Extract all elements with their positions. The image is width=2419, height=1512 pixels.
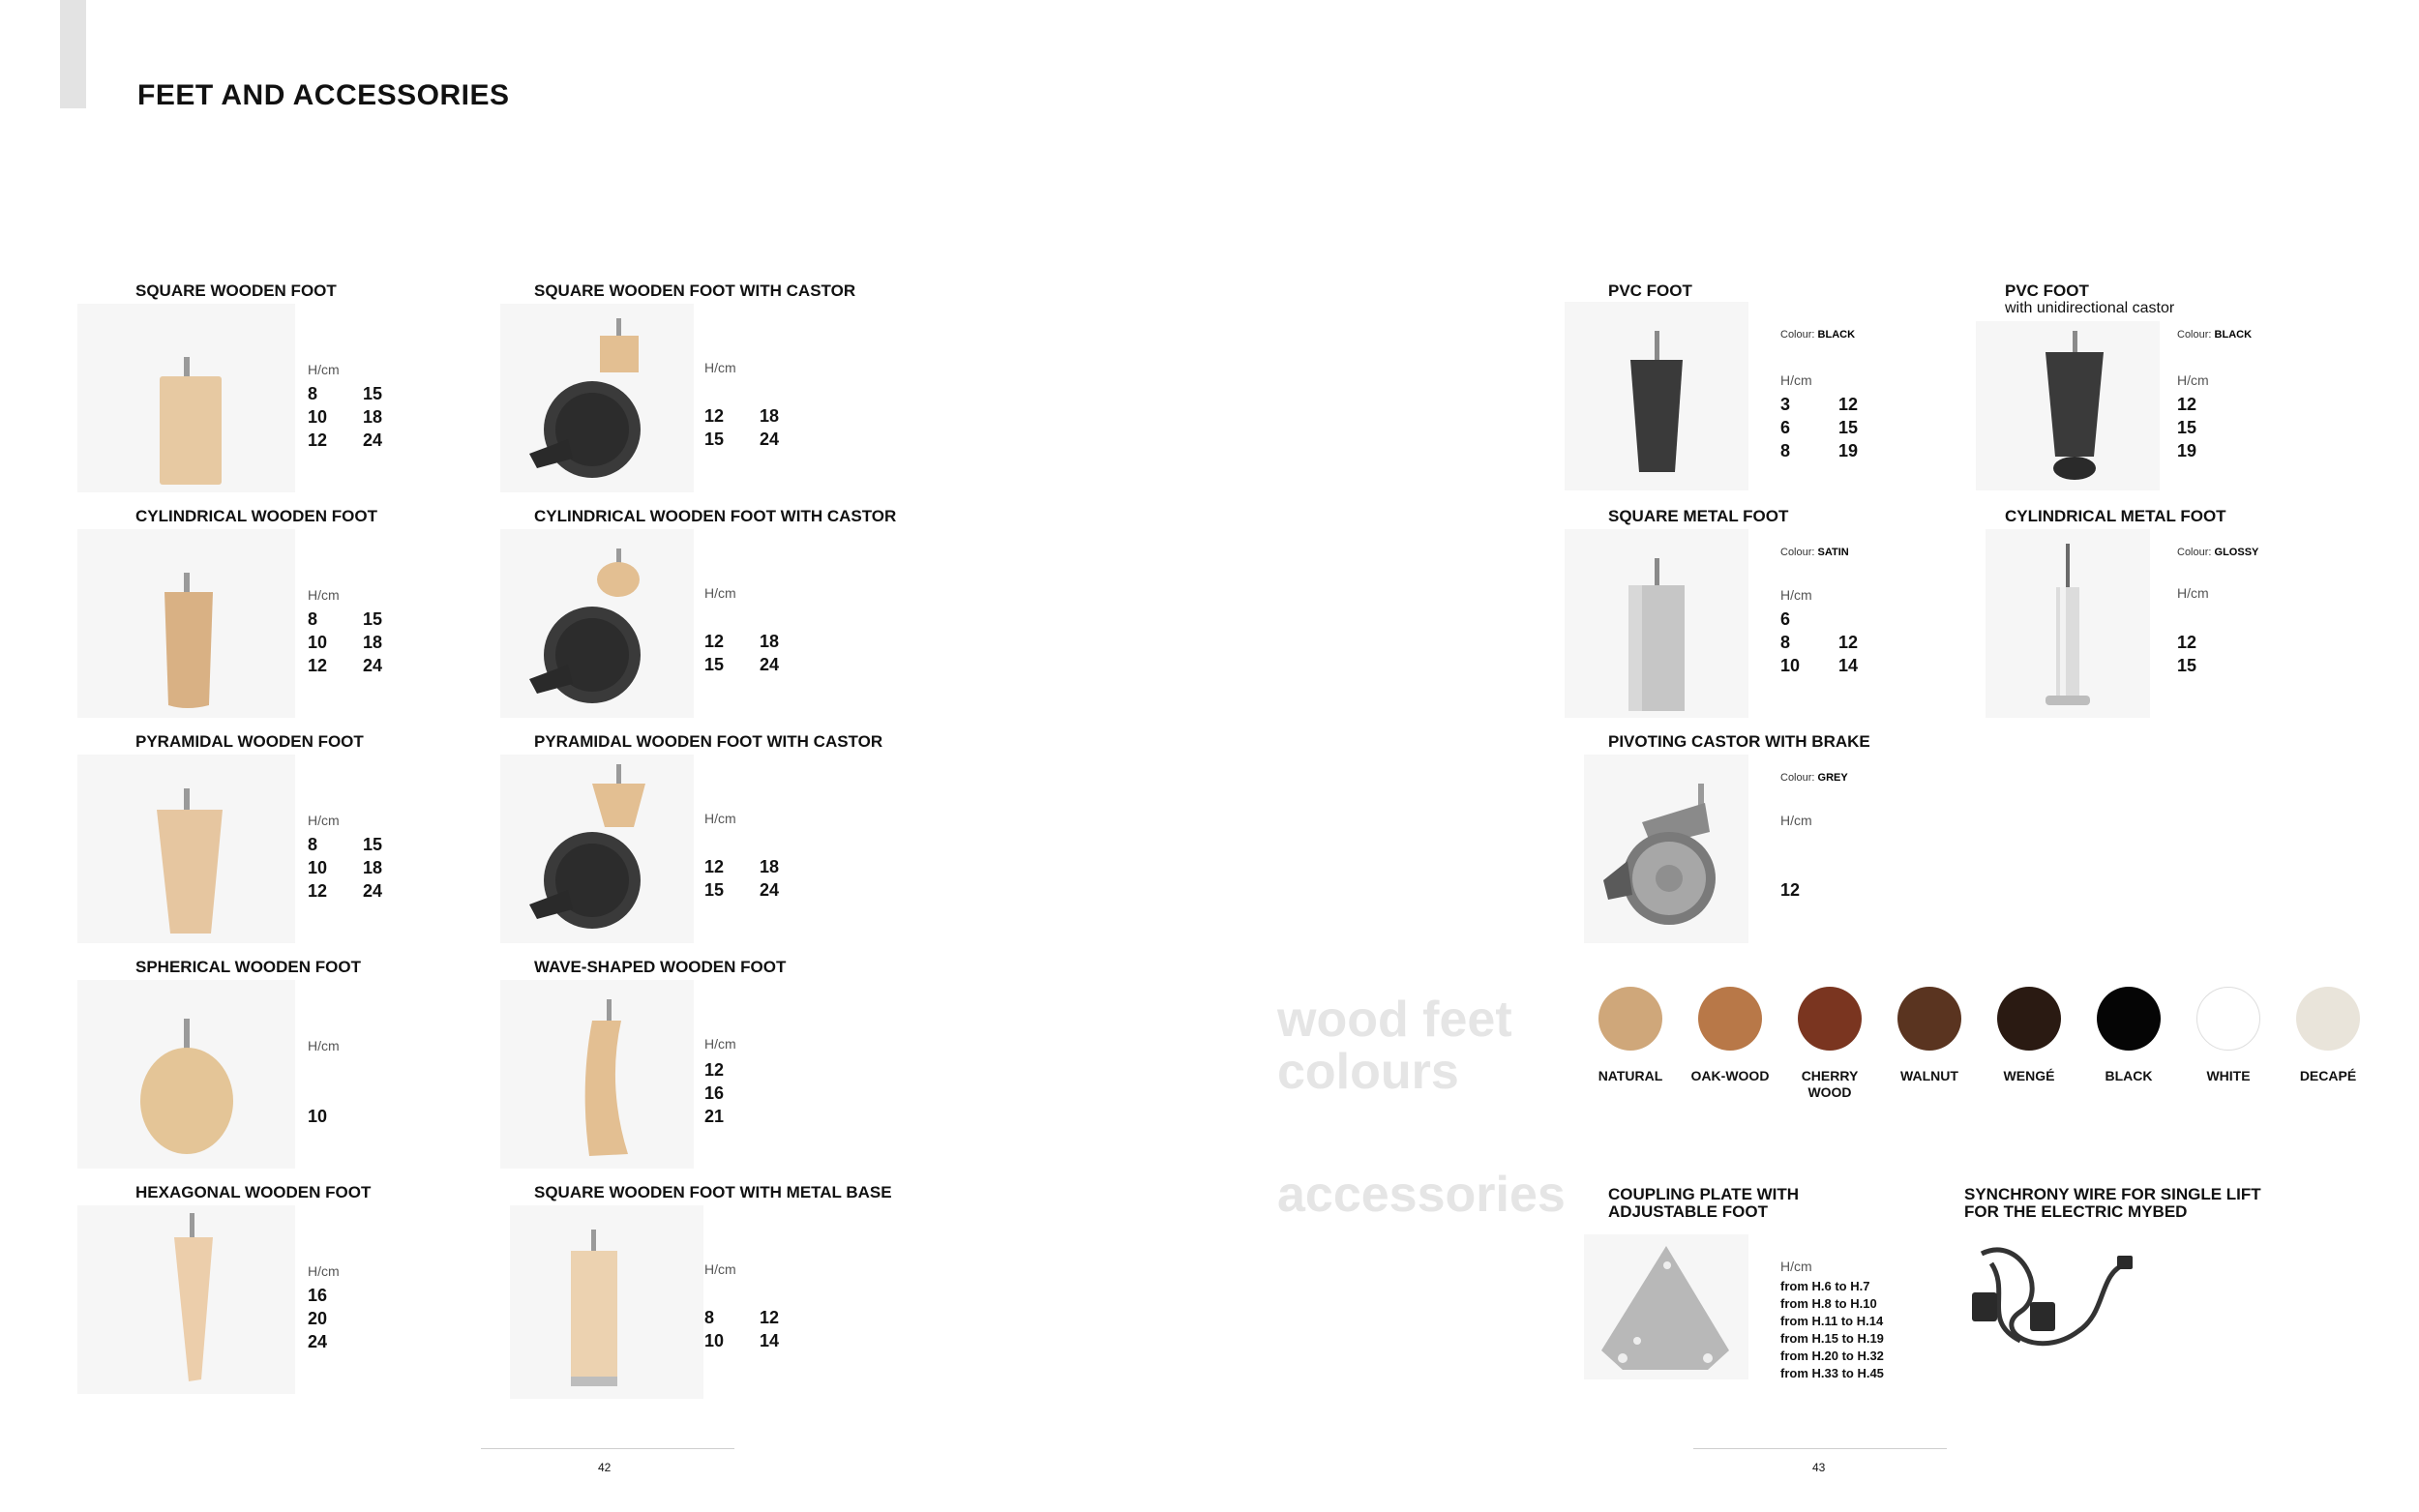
height-value: 15 <box>704 655 725 674</box>
product-title-text: PVC FOOT <box>2005 282 2089 300</box>
height-value: 12 <box>704 632 725 651</box>
page-title: FEET AND ACCESSORIES <box>137 79 510 111</box>
swatch-item <box>1876 987 1983 1084</box>
page-number-right: 43 <box>1812 1461 1826 1474</box>
height-value: 18 <box>760 857 780 876</box>
heights-col-a <box>1780 878 1819 902</box>
heights-col-b <box>760 855 798 902</box>
swatch-wenge <box>1997 987 2061 1051</box>
heading-line: wood feet <box>1277 992 1512 1048</box>
heights-col-b <box>363 608 402 677</box>
cylindrical-wooden-foot-image <box>77 529 295 718</box>
synchrony-wire-image <box>1962 1234 2136 1370</box>
height-value: 12 <box>1838 395 1859 414</box>
product-photo <box>500 529 694 718</box>
heights-col-a <box>2177 393 2216 462</box>
heights-col-a <box>2177 631 2216 677</box>
height-value: 16 <box>308 1286 328 1305</box>
heights-col-b <box>760 404 798 451</box>
colour-label: Colour: <box>1780 329 1815 341</box>
height-value: 8 <box>1780 441 1791 460</box>
height-value: 10 <box>308 407 328 427</box>
heights-col-a <box>704 630 743 676</box>
height-value: 8 <box>308 835 318 854</box>
swatch-oak-wood <box>1698 987 1762 1051</box>
height-value: 18 <box>363 633 383 652</box>
height-value: 8 <box>308 384 318 403</box>
height-value: 19 <box>1838 441 1859 460</box>
accessory-synchrony-wire <box>1964 1186 2371 1408</box>
title-line: COUPLING PLATE WITH <box>1608 1185 1800 1203</box>
spherical-wooden-foot-image <box>77 980 295 1169</box>
title-line: ADJUSTABLE FOOT <box>1608 1202 1768 1221</box>
product-title: PYRAMIDAL WOODEN FOOT WITH CASTOR <box>534 732 883 751</box>
pvc-foot-image <box>1565 302 1748 490</box>
heights-col-b <box>1838 393 1877 462</box>
height-value: 12 <box>704 857 725 876</box>
swatch-walnut <box>1897 987 1961 1051</box>
swatch-cherry-wood <box>1798 987 1862 1051</box>
height-value: 15 <box>2177 656 2197 675</box>
height-label: H/cm <box>704 811 736 826</box>
height-value: 14 <box>760 1331 780 1350</box>
height-value: 15 <box>2177 418 2197 437</box>
height-label: H/cm <box>1780 587 1812 603</box>
heights-col-a <box>308 833 346 903</box>
product-title: CYLINDRICAL METAL FOOT <box>2005 507 2226 525</box>
height-value: 10 <box>308 1107 328 1126</box>
heights-col-a <box>704 404 743 451</box>
title-line: FOR THE ELECTRIC MYBED <box>1964 1202 2188 1221</box>
height-label: H/cm <box>2177 585 2209 601</box>
heights-col-b <box>363 382 402 452</box>
height-value: 24 <box>760 430 780 449</box>
colour-value: GLOSSY <box>2214 547 2259 558</box>
wood-colours-heading <box>1277 993 1512 1098</box>
height-value: 8 <box>1780 633 1791 652</box>
accessories-heading: accessories <box>1277 1167 1566 1223</box>
height-value: 12 <box>2177 633 2197 652</box>
footer-rule-right <box>1693 1448 1947 1449</box>
height-value: 19 <box>2177 441 2197 460</box>
height-label: H/cm <box>1780 813 1812 828</box>
swatch-label: WHITE <box>2206 1068 2251 1083</box>
product-title: SQUARE WOODEN FOOT WITH METAL BASE <box>534 1183 892 1201</box>
left-product-column-1 <box>135 282 503 1424</box>
product-pvc-foot-castor <box>2005 282 2392 495</box>
product-title: WAVE-SHAPED WOODEN FOOT <box>534 958 787 976</box>
product-square-metal-foot <box>1608 508 1995 721</box>
square-metal-foot-image <box>1565 529 1748 718</box>
cylindrical-metal-foot-image <box>1986 529 2150 718</box>
heights-col-b <box>760 1306 798 1352</box>
height-label: H/cm <box>2177 372 2209 388</box>
product-title <box>2005 282 2174 317</box>
title-line: SYNCHRONY WIRE FOR SINGLE LIFT <box>1964 1185 2261 1203</box>
product-title: CYLINDRICAL WOODEN FOOT <box>135 507 377 525</box>
product-photo <box>1565 302 1748 490</box>
colour-label: Colour: <box>2177 329 2212 341</box>
pyramidal-wooden-foot-image <box>77 755 295 943</box>
height-value: 15 <box>363 609 383 629</box>
product-photo <box>1584 755 1748 943</box>
colour-value: GREY <box>1817 772 1848 784</box>
height-value: 14 <box>1838 656 1859 675</box>
cylindrical-foot-with-castor-image <box>500 529 694 718</box>
product-subtitle: with unidirectional castor <box>2005 300 2175 316</box>
colour-note <box>2177 329 2252 341</box>
height-range: from H.8 to H.10 <box>1780 1296 1877 1311</box>
product-title: PIVOTING CASTOR WITH BRAKE <box>1608 732 1870 751</box>
height-value: 12 <box>308 881 328 901</box>
height-value: 18 <box>760 632 780 651</box>
product-photo <box>1565 529 1748 718</box>
product-photo <box>1976 321 2160 490</box>
product-title: PYRAMIDAL WOODEN FOOT <box>135 732 364 751</box>
square-foot-with-castor-image <box>500 304 694 492</box>
height-label: H/cm <box>704 1036 736 1052</box>
product-photo <box>77 304 295 492</box>
swatch-item <box>1976 987 2082 1084</box>
product-photo <box>1584 1234 1748 1379</box>
product-photo <box>500 304 694 492</box>
wave-shaped-wooden-foot-image <box>500 980 694 1169</box>
accessory-coupling-plate <box>1608 1186 1995 1408</box>
product-title <box>1964 1186 2261 1221</box>
product-title: PVC FOOT <box>1608 282 1692 300</box>
height-label: H/cm <box>704 585 736 601</box>
swatch-item <box>2175 987 2282 1084</box>
square-wooden-foot-image <box>77 304 295 492</box>
swatch-label: WENGÉ <box>2003 1068 2055 1083</box>
height-label: H/cm <box>1780 372 1812 388</box>
swatch-item <box>1677 987 1783 1084</box>
height-value: 6 <box>1780 418 1791 437</box>
heights-col-b <box>1838 631 1877 677</box>
footer-rule-left <box>481 1448 734 1449</box>
height-range-list <box>1780 1278 1974 1382</box>
heights-col-b <box>363 833 402 903</box>
colour-note <box>1780 329 1855 341</box>
height-value: 24 <box>308 1332 328 1351</box>
colour-note <box>1780 547 1849 558</box>
height-value: 10 <box>704 1331 725 1350</box>
product-title: SQUARE WOODEN FOOT WITH CASTOR <box>534 282 856 300</box>
pivoting-castor-image <box>1584 755 1748 943</box>
height-label: H/cm <box>308 1038 340 1053</box>
height-value: 16 <box>704 1083 725 1103</box>
swatch-natural <box>1598 987 1662 1051</box>
height-range: from H.6 to H.7 <box>1780 1279 1870 1293</box>
height-label: H/cm <box>308 362 340 377</box>
heights-col-a <box>1780 608 1819 677</box>
product-title <box>1608 1186 1799 1221</box>
height-label: H/cm <box>308 813 340 828</box>
colour-value: BLACK <box>2214 329 2253 341</box>
product-photo <box>500 980 694 1169</box>
heights-col-a <box>308 1284 346 1353</box>
product-photo <box>77 980 295 1169</box>
height-value: 12 <box>2177 395 2197 414</box>
colour-label: Colour: <box>1780 547 1815 558</box>
product-cylindrical-metal-foot <box>2005 508 2392 721</box>
left-product-column-2 <box>534 282 941 1424</box>
height-label: H/cm <box>308 587 340 603</box>
height-value: 21 <box>704 1107 725 1126</box>
product-photo <box>510 1205 703 1399</box>
height-value: 24 <box>363 656 383 675</box>
swatch-label: CHERRY WOOD <box>1801 1068 1859 1100</box>
heading-line: colours <box>1277 1044 1459 1100</box>
height-value: 15 <box>704 880 725 900</box>
product-photo <box>500 755 694 943</box>
pvc-foot-castor-image <box>1976 321 2160 490</box>
product-title: CYLINDRICAL WOODEN FOOT WITH CASTOR <box>534 507 897 525</box>
height-value: 15 <box>363 384 383 403</box>
wood-swatch-row <box>1577 987 2380 1112</box>
height-value: 12 <box>760 1308 780 1327</box>
product-title: HEXAGONAL WOODEN FOOT <box>135 1183 372 1201</box>
swatch-item <box>2275 987 2381 1084</box>
height-value: 15 <box>1838 418 1859 437</box>
height-value: 12 <box>308 656 328 675</box>
heights-col-a <box>704 855 743 902</box>
pyramidal-foot-with-castor-image <box>500 755 694 943</box>
height-label: H/cm <box>704 360 736 375</box>
colour-note <box>1780 772 1848 784</box>
height-label: H/cm <box>704 1261 736 1277</box>
height-value: 12 <box>1780 880 1801 900</box>
height-value: 20 <box>308 1309 328 1328</box>
colour-note <box>2177 547 2258 558</box>
colour-value: BLACK <box>1817 329 1856 341</box>
height-value: 18 <box>363 858 383 877</box>
colour-label: Colour: <box>1780 772 1815 784</box>
height-value: 24 <box>760 880 780 900</box>
colour-label: Colour: <box>2177 547 2212 558</box>
heights-col-a <box>308 382 346 452</box>
swatch-white <box>2196 987 2260 1051</box>
swatch-black <box>2097 987 2161 1051</box>
heights-col-b <box>760 630 798 676</box>
product-photo <box>77 755 295 943</box>
heights-col-a <box>308 1105 346 1128</box>
height-value: 12 <box>704 1060 725 1080</box>
swatch-item <box>2076 987 2182 1084</box>
heights-col-a <box>308 608 346 677</box>
height-value: 15 <box>704 430 725 449</box>
hexagonal-wooden-foot-image <box>77 1205 295 1394</box>
height-value: 12 <box>308 430 328 450</box>
product-photo <box>77 529 295 718</box>
height-value: 12 <box>1838 633 1859 652</box>
swatch-label: BLACK <box>2105 1068 2153 1083</box>
height-range: from H.20 to H.32 <box>1780 1349 1884 1363</box>
height-value: 18 <box>760 406 780 426</box>
height-value: 15 <box>363 835 383 854</box>
product-title: SQUARE WOODEN FOOT <box>135 282 337 300</box>
swatch-label: OAK-WOOD <box>1690 1068 1770 1083</box>
swatch-label: NATURAL <box>1598 1068 1663 1083</box>
height-value: 18 <box>363 407 383 427</box>
height-value: 6 <box>1780 609 1791 629</box>
swatch-item <box>1577 987 1684 1084</box>
product-pvc-foot <box>1608 282 1995 495</box>
swatch-decape <box>2296 987 2360 1051</box>
height-label: H/cm <box>308 1263 340 1279</box>
height-value: 10 <box>308 858 328 877</box>
height-value: 3 <box>1780 395 1791 414</box>
heights-col-a <box>1780 393 1819 462</box>
square-foot-metal-base-image <box>510 1205 703 1399</box>
height-value: 24 <box>760 655 780 674</box>
height-value: 10 <box>1780 656 1801 675</box>
height-range: from H.15 to H.19 <box>1780 1331 1884 1346</box>
swatch-item <box>1777 987 1883 1101</box>
product-photo <box>77 1205 295 1394</box>
coupling-plate-image <box>1584 1234 1748 1379</box>
product-title: SQUARE METAL FOOT <box>1608 507 1789 525</box>
swatch-label: DECAPÉ <box>2299 1068 2357 1083</box>
swatch-label: WALNUT <box>1900 1068 1958 1083</box>
product-photo <box>1986 529 2150 718</box>
heights-col-a <box>704 1306 743 1352</box>
side-tab-marker <box>60 0 86 108</box>
height-label: H/cm <box>1780 1259 1812 1274</box>
product-pivoting-castor <box>1608 733 1995 946</box>
height-value: 10 <box>308 633 328 652</box>
product-title: SPHERICAL WOODEN FOOT <box>135 958 361 976</box>
height-value: 8 <box>308 609 318 629</box>
height-range: from H.33 to H.45 <box>1780 1366 1884 1380</box>
page-number-left: 42 <box>598 1461 612 1474</box>
heights-col-a <box>704 1058 743 1128</box>
height-range: from H.11 to H.14 <box>1780 1314 1884 1328</box>
height-value: 24 <box>363 881 383 901</box>
height-value: 24 <box>363 430 383 450</box>
height-value: 12 <box>704 406 725 426</box>
colour-value: SATIN <box>1817 547 1849 558</box>
height-value: 8 <box>704 1308 715 1327</box>
